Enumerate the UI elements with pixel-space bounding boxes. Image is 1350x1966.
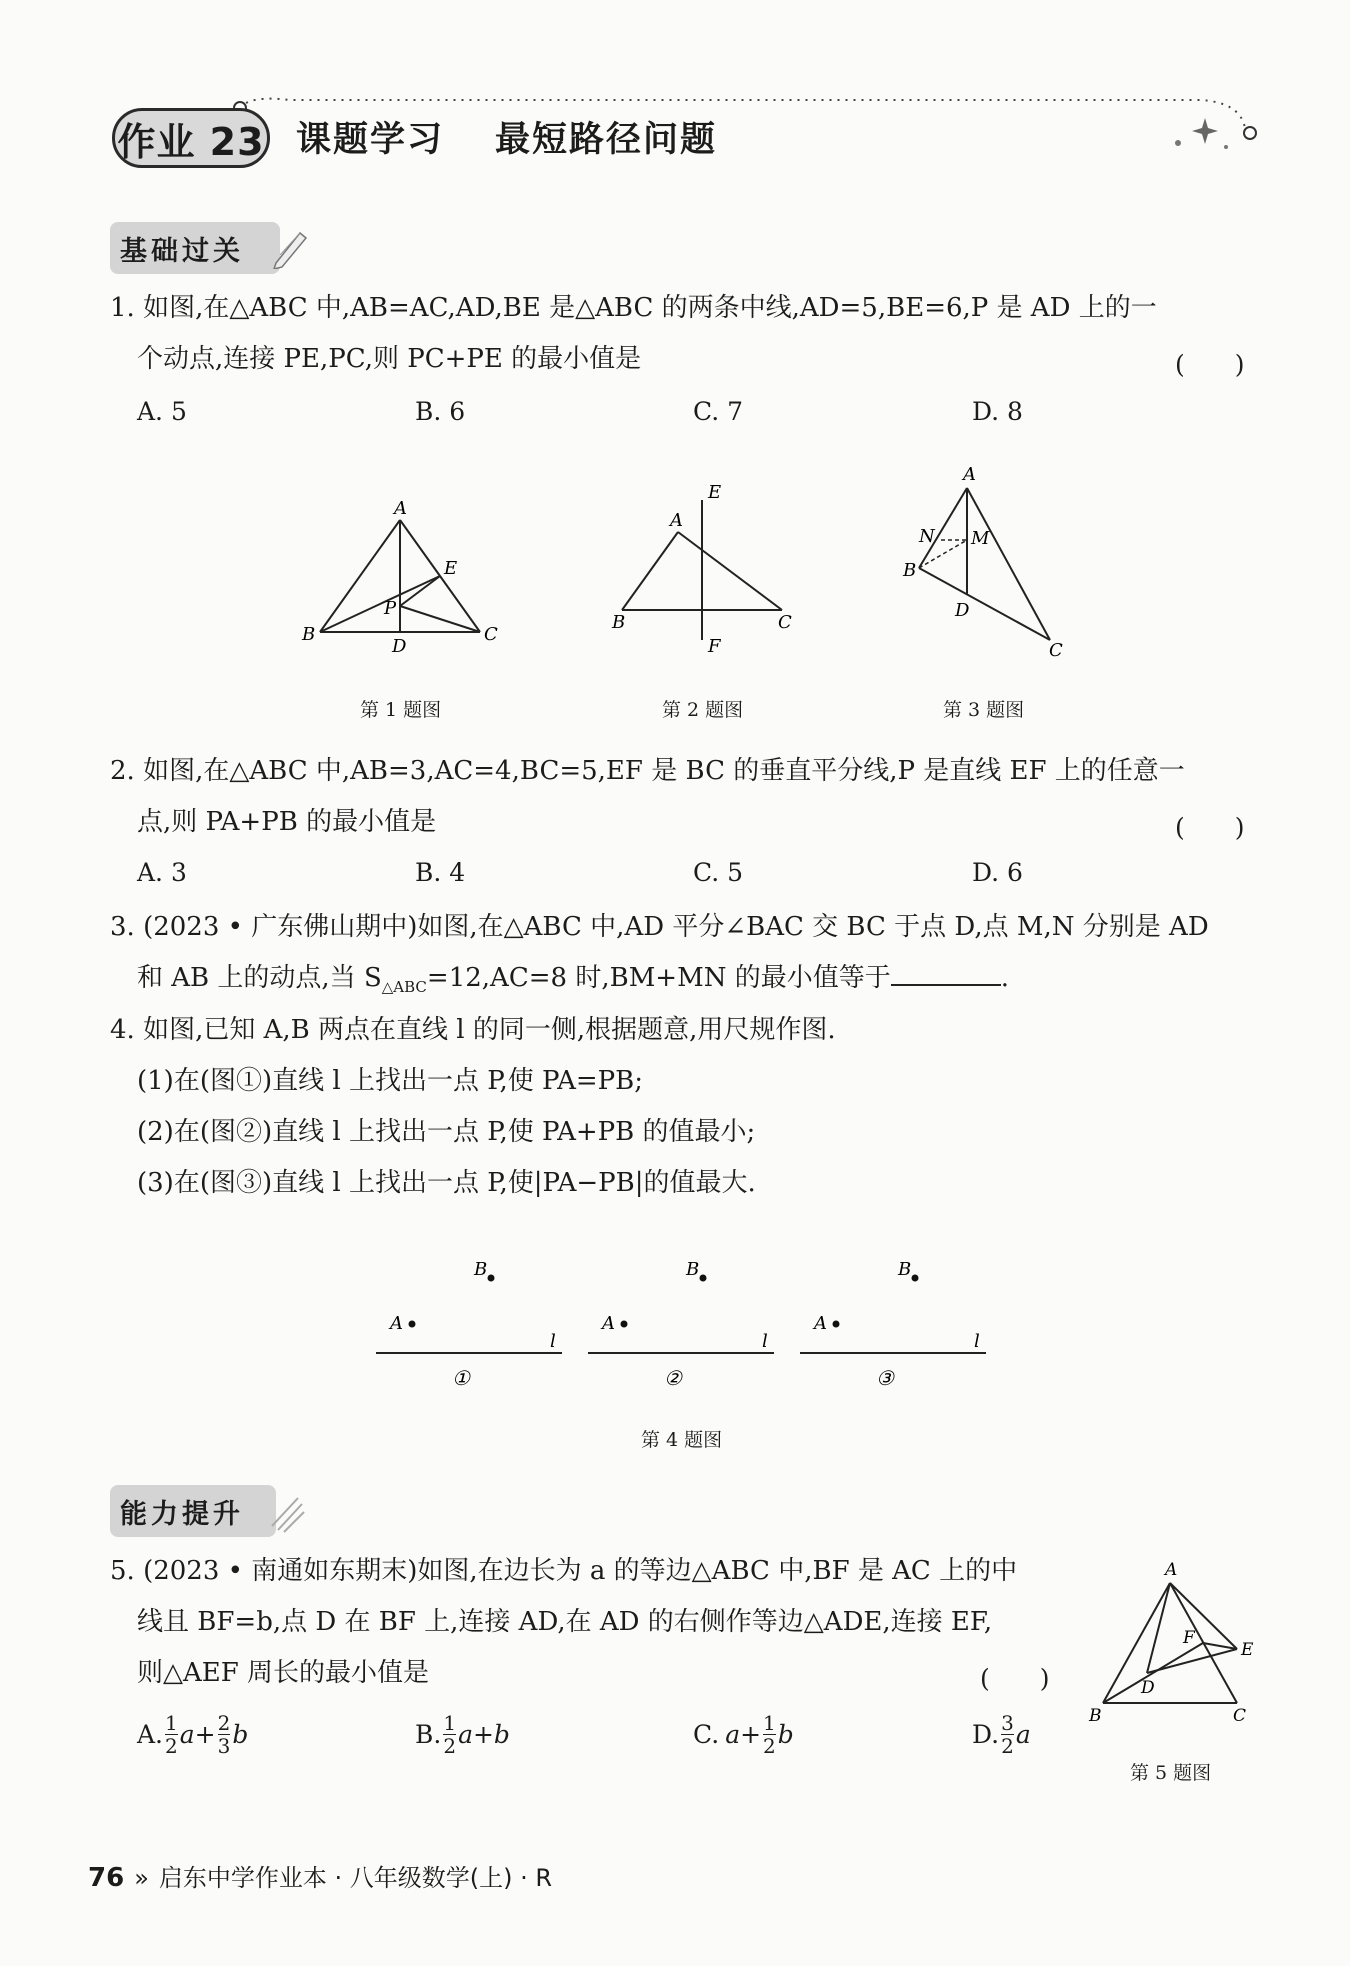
fraction: $\frac{2}{3}$ [217, 1711, 231, 1758]
q2-option-d: D. 6 [972, 858, 1023, 887]
svg-text:l: l [974, 1331, 980, 1352]
section-basic: 基础过关 [110, 222, 280, 274]
f3-label-n: N [919, 526, 935, 547]
f3-label-a: A [963, 464, 976, 485]
fraction: $\frac{1}{2}$ [443, 1711, 457, 1758]
q3-line2-a: 和 AB 上的动点,当 S [137, 963, 382, 993]
f2-label-b: B [612, 612, 626, 633]
speed-lines-icon [268, 1490, 308, 1534]
figure-2 [600, 470, 820, 670]
f5-label-c: C [1233, 1706, 1247, 1726]
q3-line2-b: =12,AC=8 时,BM+MN 的最小值等于 [426, 963, 891, 993]
header-decoration [0, 0, 1350, 200]
q5-option-c: C. a+ $\frac{1}{2}$ b [693, 1711, 794, 1758]
svg-text:B: B [686, 1259, 700, 1280]
f2-label-c: C [778, 612, 792, 633]
page-title: 最短路径问题 [495, 120, 718, 160]
figure-3 [895, 460, 1085, 670]
homework-label: 作业 23 [117, 119, 265, 164]
f2-label-a: A [670, 510, 683, 531]
q1-line1: 1. 如图,在△ABC 中,AB=AC,AD,BE 是△ABC 的两条中线,AD=5,BE=6,P 是 AD 上的一 [110, 293, 1157, 323]
f1-label-b: B [302, 624, 316, 645]
svg-text:A: A [814, 1313, 827, 1334]
lesson-label: 课题学习 [296, 120, 445, 160]
q5-option-a: A. $\frac{1}{2}$ a+ $\frac{2}{3}$ b [137, 1711, 249, 1758]
svg-text:l: l [550, 1331, 556, 1352]
q2-line2: 点,则 PA+PB 的最小值是 [137, 807, 437, 837]
figure-5-caption: 第 5 题图 [1130, 1762, 1212, 1784]
figure-1 [290, 490, 520, 660]
q1-option-b: B. 6 [415, 397, 466, 426]
q1-line2: 个动点,连接 PE,PC,则 PC+PE 的最小值是 [137, 344, 642, 374]
q5-line3: 则△AEF 周长的最小值是 [137, 1658, 430, 1688]
svg-text:A: A [602, 1313, 615, 1334]
q1-option-a: A. 5 [137, 397, 187, 426]
page-number: 76 [88, 1863, 125, 1893]
q1-answer-paren: ( ) [1175, 350, 1245, 379]
f1-label-a: A [394, 498, 407, 519]
f2-label-f: F [708, 636, 721, 657]
q1-option-d: D. 8 [972, 397, 1023, 426]
f1-label-c: C [484, 624, 498, 645]
q4-sub3: (3)在(图③)直线 l 上找出一点 P,使|PA−PB|的值最大. [137, 1168, 756, 1198]
svg-text:①: ① [452, 1366, 470, 1390]
f3-label-m: M [971, 528, 990, 549]
f2-label-e: E [708, 482, 722, 503]
fraction: $\frac{3}{2}$ [1001, 1711, 1014, 1758]
q2-option-b: B. 4 [415, 858, 466, 887]
q5-option-b: B. $\frac{1}{2}$ a+b [415, 1711, 510, 1758]
q2-line1: 2. 如图,在△ABC 中,AB=3,AC=4,BC=5,EF 是 BC 的垂直平分线,P 是直线 EF 上的任意一 [110, 756, 1185, 786]
q2-option-a: A. 3 [137, 858, 187, 887]
f1-label-d: D [392, 636, 407, 657]
f3-label-c: C [1049, 640, 1063, 661]
figure-4 [370, 1245, 1000, 1395]
f5-label-d: D [1141, 1678, 1155, 1698]
q5-answer-paren: ( ) [980, 1664, 1050, 1693]
q5-line2: 线且 BF=b,点 D 在 BF 上,连接 AD,在 AD 的右侧作等边△ADE,连接 EF, [137, 1607, 993, 1637]
fraction: $\frac{1}{2}$ [165, 1711, 178, 1758]
f5-label-e: E [1241, 1640, 1254, 1660]
f5-label-a: A [1165, 1560, 1178, 1580]
q3-answer-blank[interactable] [891, 962, 1001, 986]
q5-option-d: D. $\frac{3}{2}$ a [972, 1711, 1031, 1758]
svg-text:②: ② [664, 1366, 682, 1390]
f5-label-b: B [1089, 1706, 1102, 1726]
svg-text:B: B [474, 1259, 488, 1280]
svg-text:A: A [390, 1313, 403, 1334]
f3-label-d: D [955, 600, 970, 621]
header-ring-right [1244, 127, 1256, 139]
section-advanced: 能力提升 [110, 1485, 276, 1537]
svg-text:B: B [898, 1259, 912, 1280]
figure-4-panel-2 [588, 1259, 774, 1390]
q1-option-c: C. 7 [693, 397, 744, 426]
dot-icon [1224, 145, 1228, 149]
f1-label-p: P [384, 598, 397, 619]
f1-label-e: E [444, 558, 458, 579]
book-title: 启东中学作业本 · 八年级数学(上) · R [158, 1864, 553, 1892]
figure-4-panel-1 [376, 1259, 562, 1390]
pencil-icon [270, 225, 310, 269]
fraction: $\frac{1}{2}$ [763, 1711, 776, 1758]
figure-3-caption: 第 3 题图 [943, 699, 1025, 721]
dot-icon [1175, 140, 1181, 146]
q4-sub2: (2)在(图②)直线 l 上找出一点 P,使 PA+PB 的值最小; [137, 1117, 756, 1147]
q4-line1: 4. 如图,已知 A,B 两点在直线 l 的同一侧,根据题意,用尺规作图. [110, 1015, 836, 1045]
q3-line2-end: . [1000, 963, 1009, 993]
double-chevron-icon: » [134, 1864, 149, 1892]
sparkle-icon [1192, 118, 1218, 144]
q5-line1: 5. (2023 • 南通如东期末)如图,在边长为 a 的等边△ABC 中,BF 是 AC 上的中 [110, 1556, 1018, 1586]
f5-label-f: F [1183, 1628, 1195, 1648]
svg-text:③: ③ [876, 1366, 894, 1390]
page-footer [88, 1858, 552, 1893]
figure-4-panel-3 [800, 1259, 986, 1390]
q2-option-c: C. 5 [693, 858, 744, 887]
q3-line1: 3. (2023 • 广东佛山期中)如图,在△ABC 中,AD 平分∠BAC 交 BC 于点 D,点 M,N 分别是 AD [110, 912, 1209, 942]
q4-sub1: (1)在(图①)直线 l 上找出一点 P,使 PA=PB; [137, 1066, 644, 1096]
figure-4-caption: 第 4 题图 [641, 1429, 723, 1451]
svg-text:l: l [762, 1331, 768, 1352]
q2-answer-paren: ( ) [1175, 813, 1245, 842]
q3-area-subscript: △ABC [381, 978, 427, 997]
figure-5 [1085, 1555, 1265, 1730]
f3-label-b: B [903, 560, 917, 581]
figure-1-caption: 第 1 题图 [360, 699, 442, 721]
figure-2-caption: 第 2 题图 [662, 699, 744, 721]
